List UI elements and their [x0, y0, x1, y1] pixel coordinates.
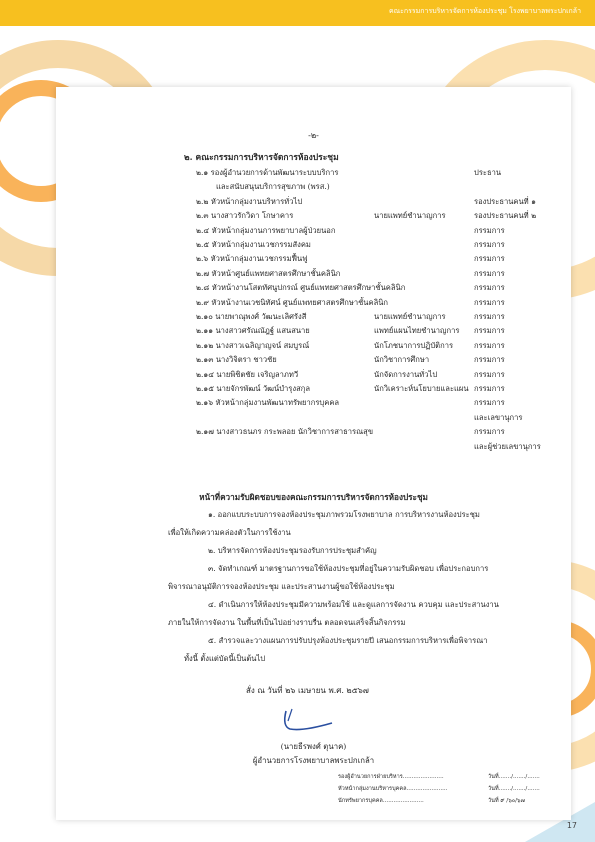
member-role: กรรมการ: [474, 225, 505, 235]
page-marker: -๒-: [308, 131, 319, 140]
member-name: ๒.๗ หัวหน้าศูนย์แพทยศาสตรศึกษาชั้นคลินิก: [196, 268, 341, 278]
duty-line: เพื่อให้เกิดความคล่องตัวในการใช้งาน: [168, 528, 291, 537]
signatory-title: ผู้อำนวยการโรงพยาบาลพระปกเกล้า: [252, 756, 375, 765]
member-role: กรรมการ: [474, 283, 505, 293]
member-role: กรรมการ: [474, 240, 505, 249]
member-role: กรรมการ: [474, 427, 505, 437]
member-name: ๒.๑๑ นางสาวศรัณณัฎฐ์ แสนสนาย: [196, 326, 310, 336]
member-name: ๒.๘ หัวหน้างานโสตทัศนูปกรณ์ ศูนย์แพทยศาสตรศึกษาชั้นคลินิก: [196, 283, 406, 293]
header-bar: [0, 0, 595, 26]
member-name: ๒.๑๕ นายจักรพัฒน์ วัฒน์บำรุงสกุล: [196, 384, 310, 393]
member-name: ๒.๑๒ นางสาวเฉลิญาญจน์ สมบูรณ์: [196, 340, 310, 350]
approval-line: [338, 785, 540, 793]
approval-date: วันที่......./......./.......: [488, 786, 540, 792]
member-role: กรรมการ: [474, 297, 505, 307]
approval-label: หัวหน้ากลุ่มงานบริหารบุคคล.......................: [338, 786, 448, 792]
member-role: กรรมการ: [474, 326, 505, 336]
member-position: แพทย์แผนไทยชำนาญการ: [374, 326, 460, 336]
member-role: และเลขานุการ: [474, 412, 523, 422]
duties-title: หน้าที่ความรับผิดชอบของคณะกรรมการบริหารจัดการห้องประชุม: [199, 492, 428, 502]
approval-date: วันที่......./......./.......: [488, 774, 540, 780]
member-name: ๒.๓ นางสาวรักวิดา โกษาคาร: [196, 211, 294, 221]
member-role: และผู้ช่วยเลขานุการ: [474, 441, 541, 451]
document-page: [56, 87, 571, 820]
member-name: ๒.๑๗ นางสาวธนภร กระพลอย นักวิชาการสาธารณสุข: [196, 427, 374, 437]
member-position: นักจัดการงานทั่วไป: [374, 369, 438, 379]
member-name: ๒.๒ หัวหน้ากลุ่มงานบริหารทั่วไป: [196, 196, 303, 206]
member-name: ๒.๕ หัวหน้ากลุ่มงานเวชกรรมสังคม: [196, 240, 311, 249]
section-title: ๒. คณะกรรมการบริหารจัดการห้องประชุม: [184, 153, 339, 163]
member-role: กรรมการ: [474, 312, 505, 321]
approval-date: วันที่ ๙ /๖๐/๖๗: [488, 798, 525, 804]
member-name: ๒.๙ หัวหน้างานเวชนิทัศน์ ศูนย์แพทยศาสตรศึกษาชั้นคลินิก: [196, 297, 389, 307]
member-role: กรรมการ: [474, 384, 505, 393]
member-name: ๒.๑ รองผู้อำนวยการด้านพัฒนาระบบบริการ: [196, 168, 339, 177]
duty-line: ๓. จัดทำเกณฑ์ มาตรฐานการขอใช้ห้องประชุมที่อยู่ในความรับผิดชอบ เพื่อประกอบการ: [208, 564, 489, 573]
duty-line: ๕. สำรวจและวางแผนการปรับปรุงห้องประชุมรายปี เสนอกรรมการบริหารเพื่อพิจารณา: [208, 636, 488, 645]
signatory-name: (นายธีรพงศ์ ตุนาค): [280, 742, 347, 751]
approval-label: รองผู้อำนวยการฝ่ายบริหาร.......................: [338, 774, 444, 780]
member-role: รองประธานคนที่ ๑: [474, 196, 536, 206]
member-name: ๒.๖ หัวหน้ากลุ่มงานเวชกรรมฟื้นฟู: [196, 254, 308, 264]
member-name: ๒.๑๖ หัวหน้ากลุ่มงานพัฒนาทรัพยากรบุคคล: [196, 398, 340, 408]
member-role: กรรมการ: [474, 369, 505, 379]
member-position: นักโภชนาการปฏิบัติการ: [374, 340, 454, 350]
member-role: กรรมการ: [474, 340, 505, 350]
member-name: และสนับสนุนบริการสุขภาพ (พรส.): [216, 182, 330, 192]
duty-line: ภายในให้การจัดงาน ในพื้นที่เป็นไปอย่างราบรื่น ตลอดจนเสร็จสิ้นกิจกรรม: [168, 618, 406, 627]
member-role: กรรมการ: [474, 355, 505, 365]
approval-line: [338, 797, 525, 805]
page-number: 17: [566, 821, 577, 830]
member-position: นายแพทย์ชำนาญการ: [374, 312, 446, 321]
member-position: นักวิชาการศึกษา: [374, 355, 430, 365]
member-role: รองประธานคนที่ ๒: [474, 211, 537, 221]
member-role: กรรมการ: [474, 398, 505, 408]
member-role: กรรมการ: [474, 268, 505, 278]
duty-line: ๔. ดำเนินการให้ห้องประชุมมีความพร้อมใช้ และดูแลการจัดงาน ควบคุม และประสานงาน: [208, 600, 499, 609]
duty-line: พิจารณาอนุมัติการจองห้องประชุม และประสานงานผู้ขอใช้ห้องประชุม: [168, 582, 395, 591]
approval-label: นักทรัพยากรบุคคล.......................: [338, 798, 424, 804]
signature-mark: [278, 705, 338, 735]
member-position: นักวิเคราะห์นโยบายและแผน: [374, 384, 469, 393]
member-name: ๒.๑๐ นายพาณุพงศ์ วัฒนะเลิศรังสี: [196, 312, 307, 321]
header-title: คณะกรรมการบริหารจัดการห้องประชุม โรงพยาบาลพระปกเกล้า: [388, 7, 581, 15]
member-role: กรรมการ: [474, 254, 505, 264]
member-name: ๒.๑๓ นางวิจิตรา ชาวชัย: [196, 355, 277, 365]
duty-line: ๑. ออกแบบระบบการจองห้องประชุมภาพรวมโรงพยาบาล การบริหารงานห้องประชุม: [208, 510, 480, 519]
member-name: ๒.๔ หัวหน้ากลุ่มงานการพยาบาลผู้ป่วยนอก: [196, 225, 336, 235]
member-position: นายแพทย์ชำนาญการ: [374, 211, 446, 221]
duty-line: ทั้งนี้ ตั้งแต่บัดนี้เป็นต้นไป: [184, 654, 266, 663]
signature-date: สั่ง ณ วันที่ ๒๖ เมษายน พ.ศ. ๒๕๖๗: [246, 686, 369, 695]
approval-line: [338, 773, 540, 781]
duty-line: ๒. บริหารจัดการห้องประชุมรองรับการประชุมสำคัญ: [208, 546, 377, 555]
member-role: ประธาน: [474, 168, 502, 177]
member-name: ๒.๑๔ นายพิชิตชัย เจริญลาภทวี: [196, 369, 299, 379]
